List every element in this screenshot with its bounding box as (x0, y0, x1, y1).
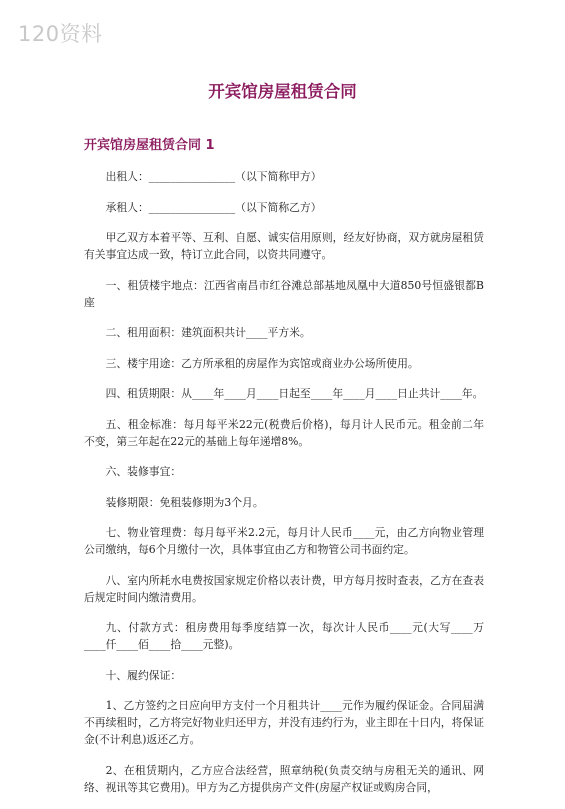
clause-guarantee: 十、履约保证： (105, 668, 182, 682)
clause-utilities: 八、室内所耗水电费按国家规定价格以表计费，甲方每月按时查表，乙方在查表后规定时间内缴清费用。 (84, 573, 484, 604)
document-title: 开宾馆房屋租赁合同 (208, 82, 357, 101)
clause-term: 四、租赁期限：从____年____月____日起至____年____月____日止共计____年。 (105, 387, 484, 400)
clause-area: 二、租用面积：建筑面积共计____平方米。 (105, 326, 311, 339)
lessee-line: 承租人：________________（以下简称乙方） (105, 200, 322, 214)
preamble-paragraph: 甲乙双方本着平等、互利、自愿、诚实信用原则，经友好协商，双方就房屋租赁有关事宜达成一致，特订立此合同，以资共同遵守。 (84, 231, 484, 261)
contract-body (84, 168, 484, 809)
clause-payment: 九、付款方式：租房费用每季度结算一次，每次计人民币____元(大写____万____仟____佰____拾____元整)。 (84, 621, 484, 651)
section-title: 开宾馆房屋租赁合同 1 (84, 138, 215, 153)
clause-property-fee: 七、物业管理费：每月每平米2.2元，每月计人民币____元，由乙方向物业管理公司缴纳，每6个月缴付一次，具体事宜由乙方和物管公司书面约定。 (84, 526, 484, 556)
lessor-line: 出租人：________________（以下简称甲方） (105, 170, 322, 183)
clause-rent: 五、租金标准：每月每平米22元(税费后价格)，每月计人民币元。租金前二年不变，第三年起在22元的基础上每年递增8%。 (84, 417, 484, 448)
clause-guarantee-2: 2、在租赁期内，乙方应合法经营，照章纳税(负责交纳与房租无关的通讯、网络、视讯等其它费用)。甲方为乙方提供房产文件(房屋产权证或购房合同， (84, 763, 484, 794)
clause-guarantee-1: 1、乙方签约之日应向甲方支付一个月租共计____元作为履约保证金。合同届满不再续租时，乙方将完好物业归还甲方，并没有违约行为，业主即在十日内，将保证金(不计利息)返还乙方。 (84, 699, 484, 746)
clause-renovation: 六、装修事宜： (105, 465, 182, 478)
clause-renovation-period: 装修期限：免租装修期为3个月。 (105, 495, 264, 509)
clause-usage: 三、楼宇用途：乙方所承租的房屋作为宾馆或商业办公场所使用。 (105, 356, 419, 370)
watermark-logo: 120资料 (18, 22, 103, 46)
clause-location: 一、租赁楼宇地点：江西省南昌市红谷滩总部基地凤凰中大道850号恒盛银都B座 (84, 278, 484, 309)
